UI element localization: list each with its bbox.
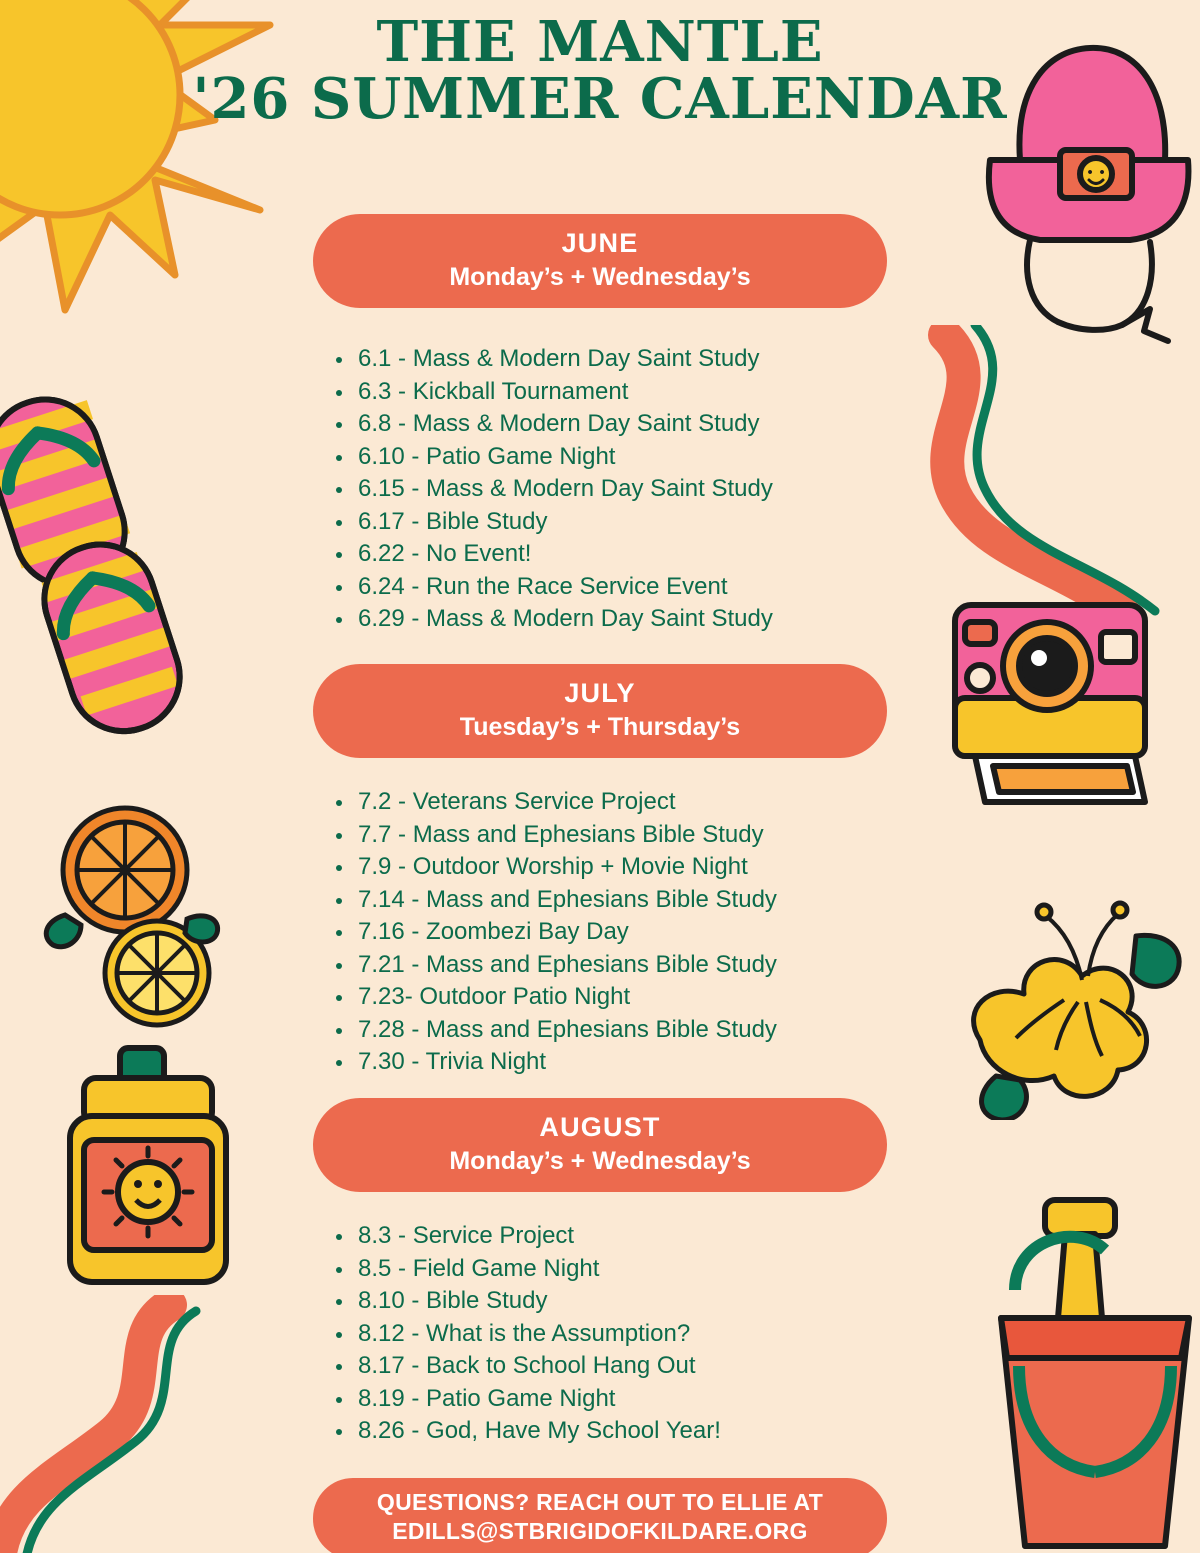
event-list-june: [322, 343, 922, 636]
list-item: 8.3 - Service Project: [322, 1220, 922, 1253]
list-item: 8.26 - God, Have My School Year!: [322, 1415, 922, 1448]
list-item: 8.17 - Back to School Hang Out: [322, 1350, 922, 1383]
month-days-july: Tuesday’s + Thursday’s: [459, 712, 741, 741]
month-banner-august: [313, 1098, 887, 1192]
instant-camera-illustration: [935, 580, 1175, 825]
list-item: 7.2 - Veterans Service Project: [322, 786, 922, 819]
list-item: 7.30 - Trivia Night: [322, 1046, 922, 1079]
list-item: 7.9 - Outdoor Worship + Movie Night: [322, 851, 922, 884]
list-item: 8.12 - What is the Assumption?: [322, 1318, 922, 1351]
month-name-august: AUGUST: [539, 1112, 661, 1142]
list-item: 8.5 - Field Game Night: [322, 1253, 922, 1286]
title-line-1: THE MANTLE: [376, 9, 824, 75]
month-banner-july: [313, 664, 887, 758]
list-item: 8.19 - Patio Game Night: [322, 1383, 922, 1416]
list-item: 6.17 - Bible Study: [322, 506, 922, 539]
page-title: [0, 9, 1200, 133]
list-item: 7.7 - Mass and Ephesians Bible Study: [322, 819, 922, 852]
list-item: 6.24 - Run the Race Service Event: [322, 571, 922, 604]
month-days-june: Monday’s + Wednesday’s: [449, 262, 751, 291]
list-item: 6.29 - Mass & Modern Day Saint Study: [322, 603, 922, 636]
list-item: 6.22 - No Event!: [322, 538, 922, 571]
list-item: 6.8 - Mass & Modern Day Saint Study: [322, 408, 922, 441]
sunscreen-bottle-illustration: [40, 1040, 260, 1295]
list-item: 6.1 - Mass & Modern Day Saint Study: [322, 343, 922, 376]
event-list-july: [322, 786, 922, 1079]
contact-banner: [313, 1478, 887, 1553]
list-item: 7.23- Outdoor Patio Night: [322, 981, 922, 1014]
sand-bucket-illustration: [985, 1180, 1200, 1553]
month-name-july: JULY: [564, 678, 636, 708]
flip-flops-illustration: [0, 375, 220, 760]
squiggle-left-illustration: [0, 1295, 220, 1553]
hibiscus-flower-illustration: [960, 890, 1190, 1125]
list-item: 7.28 - Mass and Ephesians Bible Study: [322, 1014, 922, 1047]
list-item: 6.3 - Kickball Tournament: [322, 376, 922, 409]
list-item: 7.21 - Mass and Ephesians Bible Study: [322, 949, 922, 982]
contact-line-1: QUESTIONS? REACH OUT TO ELLIE AT: [376, 1489, 824, 1515]
month-days-august: Monday’s + Wednesday’s: [449, 1146, 751, 1175]
month-banner-june: [313, 214, 887, 308]
list-item: 8.10 - Bible Study: [322, 1285, 922, 1318]
contact-email: EDILLS@STBRIGIDOFKILDARE.ORG: [392, 1518, 808, 1545]
title-line-2: '26 SUMMER CALENDAR: [192, 66, 1008, 133]
month-name-june: JUNE: [561, 228, 639, 258]
list-item: 6.15 - Mass & Modern Day Saint Study: [322, 473, 922, 506]
event-list-august: [322, 1220, 922, 1448]
list-item: 7.16 - Zoombezi Bay Day: [322, 916, 922, 949]
list-item: 7.14 - Mass and Ephesians Bible Study: [322, 884, 922, 917]
citrus-slices-illustration: [35, 795, 255, 1050]
list-item: 6.10 - Patio Game Night: [322, 441, 922, 474]
